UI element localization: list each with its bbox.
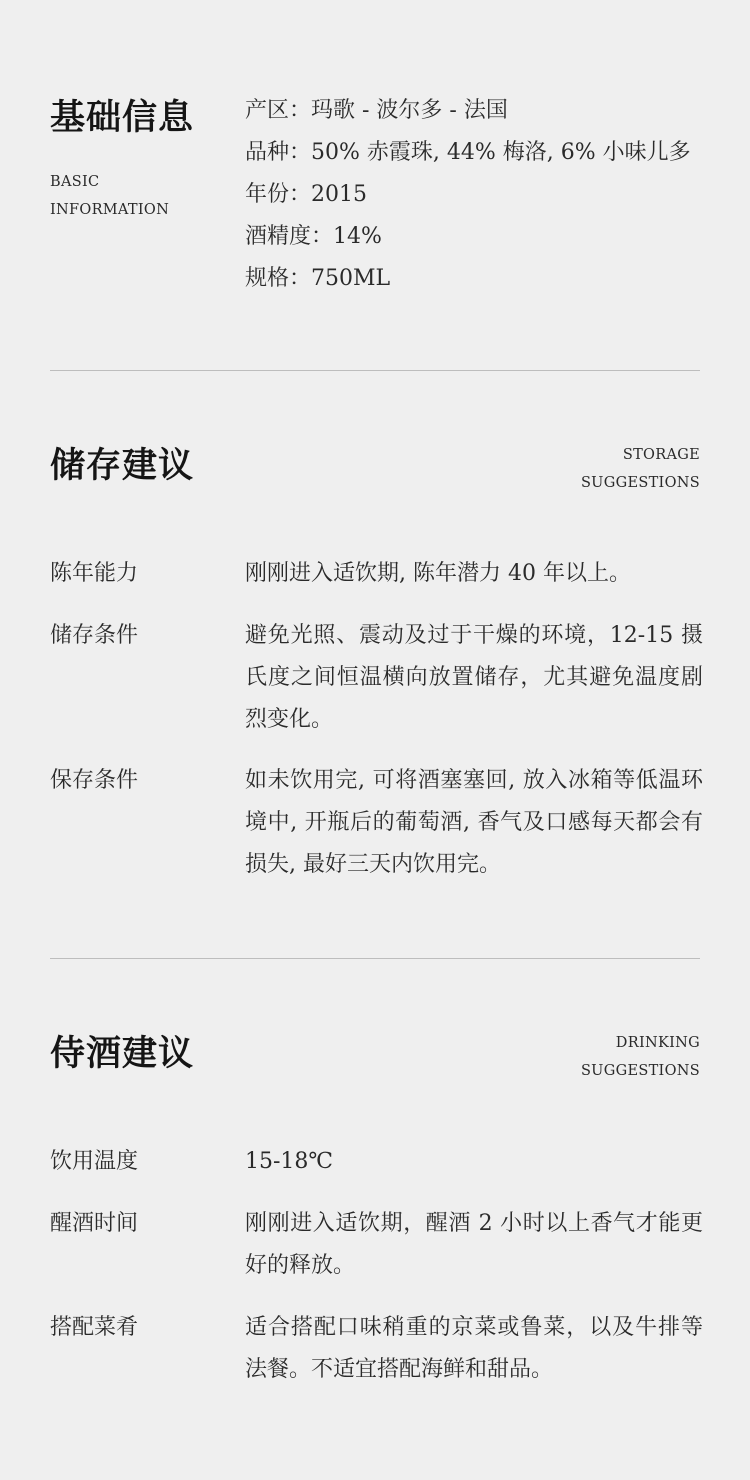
drinking-item-value: 适合搭配口味稍重的京菜或鲁菜，以及牛排等法餐。不适宜搭配海鲜和甜品。 [245, 1315, 703, 1382]
basic-info-alcohol: 酒精度：14% [245, 224, 382, 249]
storage-title: 储存建议 [50, 445, 195, 486]
basic-info-english-title [50, 168, 169, 224]
storage-item-label: 陈年能力 [50, 561, 139, 586]
storage-item-label: 保存条件 [50, 768, 139, 793]
storage-item-value: 刚刚进入适饮期, 陈年潜力 40 年以上。 [245, 561, 631, 586]
drinking-item-value: 15-18℃ [245, 1149, 334, 1174]
basic-info-region: 产区：玛歌 - 波尔多 - 法国 [245, 98, 508, 123]
drinking-item-label: 搭配菜肴 [50, 1315, 139, 1340]
section-divider [50, 370, 700, 371]
drinking-english-line-2: SUGGESTIONS [580, 1063, 700, 1079]
storage-item-value: 避免光照、震动及过于干燥的环境，12-15 摄氏度之间恒温横向放置储存，尤其避免温度剧烈变化。 [245, 623, 703, 732]
storage-english-line-1: STORAGE [622, 447, 700, 463]
storage-item-value: 如未饮用完, 可将酒塞塞回, 放入冰箱等低温环境中, 开瓶后的葡萄酒, 香气及口感每天都会有损失, 最好三天内饮用完。 [245, 768, 703, 877]
storage-english-title [581, 441, 700, 497]
section-divider [50, 958, 700, 959]
basic-info-english-line-2: INFORMATION [50, 202, 170, 218]
basic-info-vintage: 年份：2015 [245, 182, 367, 207]
drinking-item-label: 醒酒时间 [50, 1211, 139, 1236]
basic-info-volume: 规格：750ML [245, 266, 391, 291]
drinking-title: 侍酒建议 [50, 1033, 195, 1074]
basic-info-list [245, 90, 715, 300]
basic-info-title: 基础信息 [50, 97, 195, 138]
storage-english-line-2: SUGGESTIONS [580, 475, 700, 491]
drinking-item-value: 刚刚进入适饮期，醒酒 2 小时以上香气才能更好的释放。 [245, 1211, 703, 1278]
basic-info-english-line-1: BASIC [50, 174, 100, 190]
storage-item-label: 储存条件 [50, 623, 139, 648]
drinking-item-label: 饮用温度 [50, 1149, 139, 1174]
drinking-english-title [581, 1029, 700, 1085]
drinking-english-line-1: DRINKING [615, 1035, 700, 1051]
basic-info-varieties: 品种：50% 赤霞珠, 44% 梅洛, 6% 小味儿多 [245, 140, 691, 165]
